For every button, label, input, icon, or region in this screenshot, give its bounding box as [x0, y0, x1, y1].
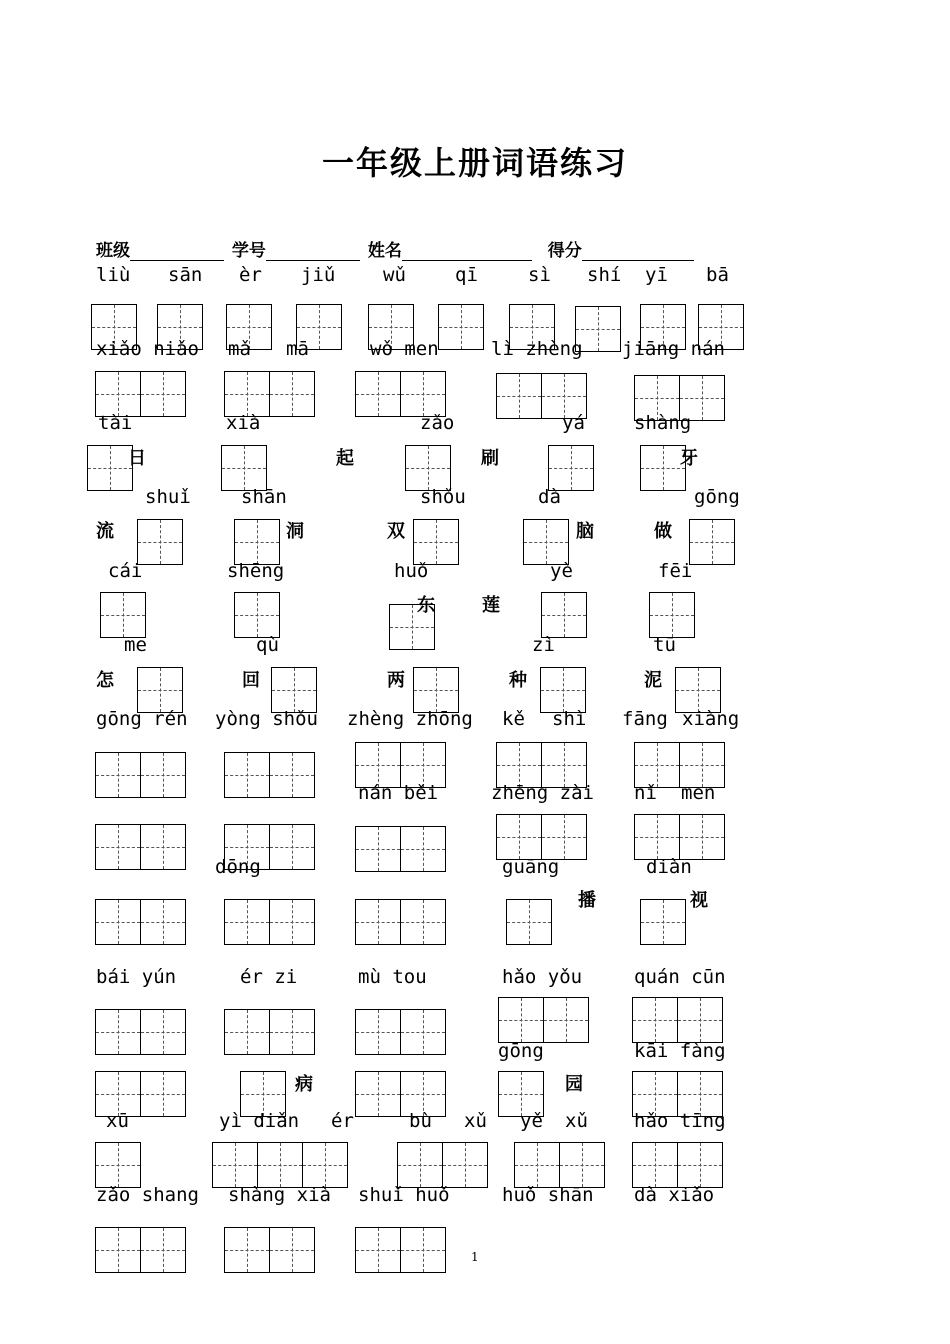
pinyin: shí — [587, 264, 622, 286]
writing-grid[interactable] — [95, 752, 186, 798]
pinyin: tū — [653, 634, 676, 656]
pinyin: yī — [645, 264, 668, 286]
pinyin: dà xiǎo — [634, 1184, 715, 1206]
pinyin: shēng — [227, 560, 285, 582]
pinyin: quán cūn — [634, 966, 726, 988]
pinyin: tài — [98, 412, 133, 434]
pinyin: hǎo tīng — [634, 1110, 726, 1132]
pinyin: sān — [168, 264, 203, 286]
writing-grid[interactable] — [355, 1009, 446, 1055]
pinyin: shàng xià — [228, 1184, 331, 1206]
writing-grid[interactable] — [95, 1142, 141, 1188]
writing-grid[interactable] — [95, 824, 186, 870]
pinyin: yè — [550, 560, 573, 582]
writing-grid[interactable] — [224, 899, 315, 945]
writing-grid[interactable] — [234, 519, 280, 565]
hanzi: 视 — [690, 890, 708, 911]
pinyin: zhèng zhōng — [347, 708, 473, 730]
pinyin: wǒ men — [370, 338, 439, 360]
pinyin: kě — [502, 708, 525, 730]
hanzi: 起 — [336, 448, 354, 469]
hanzi: 牙 — [680, 448, 698, 469]
number-field[interactable] — [266, 244, 360, 261]
hanzi: 泥 — [644, 670, 662, 691]
page-title: 一年级上册词语练习 — [321, 144, 628, 182]
writing-grid[interactable] — [397, 1142, 488, 1188]
writing-grid[interactable] — [506, 899, 552, 945]
pinyin: huǒ shān — [502, 1184, 594, 1206]
pinyin: mù tou — [358, 966, 427, 988]
pinyin: mǎ — [228, 338, 251, 360]
writing-grid[interactable] — [355, 371, 446, 417]
writing-grid[interactable] — [137, 519, 183, 565]
pinyin: dà — [538, 486, 561, 508]
pinyin: me — [124, 634, 147, 656]
class-field[interactable] — [130, 244, 224, 261]
pinyin: qù — [256, 634, 279, 656]
class-label: 班级 — [96, 241, 130, 261]
writing-grid[interactable] — [221, 445, 267, 491]
writing-grid[interactable] — [224, 371, 315, 417]
pinyin: xiàng — [682, 708, 740, 730]
writing-grid[interactable] — [212, 1142, 348, 1188]
writing-grid[interactable] — [355, 826, 446, 872]
score-label: 得分 — [547, 241, 582, 261]
pinyin: bái yún — [96, 966, 177, 988]
writing-grid[interactable] — [271, 667, 317, 713]
pinyin: nán běi — [358, 782, 439, 804]
writing-grid[interactable] — [523, 519, 569, 565]
pinyin: xǔ — [565, 1110, 588, 1132]
hanzi: 莲 — [482, 595, 500, 616]
pinyin: xià — [226, 412, 261, 434]
writing-grid[interactable] — [100, 592, 146, 638]
pinyin: shì — [552, 708, 587, 730]
writing-grid[interactable] — [95, 371, 186, 417]
pinyin: yì diǎn — [219, 1110, 300, 1132]
pinyin: shàng — [634, 412, 692, 434]
writing-grid[interactable] — [438, 304, 484, 350]
pinyin: shān — [241, 486, 287, 508]
hanzi: 东 — [417, 595, 435, 616]
pinyin: sì — [528, 264, 551, 286]
pinyin: gōng — [498, 1040, 544, 1062]
pinyin: kāi fàng — [634, 1040, 726, 1062]
pinyin: fāng — [622, 708, 668, 730]
number-label: 学号 — [231, 241, 266, 261]
writing-grid[interactable] — [95, 1009, 186, 1055]
hanzi: 脑 — [576, 521, 594, 542]
pinyin: yě — [520, 1110, 543, 1132]
writing-grid[interactable] — [224, 752, 315, 798]
writing-grid[interactable] — [548, 445, 594, 491]
pinyin: ér zi — [240, 966, 298, 988]
pinyin: xiǎo niǎo — [96, 338, 199, 360]
pinyin: xū — [106, 1110, 129, 1132]
pinyin: yòng shǒu — [215, 708, 318, 730]
writing-grid[interactable] — [95, 899, 186, 945]
pinyin: guāng — [502, 856, 560, 878]
pinyin: mā — [286, 338, 309, 360]
writing-grid[interactable] — [224, 1227, 315, 1273]
hanzi: 做 — [654, 521, 672, 542]
pinyin: bā — [706, 264, 729, 286]
hanzi: 流 — [96, 521, 114, 542]
name-field[interactable] — [402, 244, 532, 261]
hanzi: 园 — [565, 1074, 583, 1095]
writing-grid[interactable] — [640, 445, 686, 491]
hanzi: 两 — [387, 670, 405, 691]
writing-grid[interactable] — [355, 1071, 446, 1117]
page-number: 1 — [471, 1250, 479, 1264]
pinyin: qī — [455, 264, 478, 286]
writing-grid[interactable] — [689, 519, 735, 565]
pinyin: ér — [331, 1110, 354, 1132]
pinyin: zhēng zài — [491, 782, 594, 804]
writing-grid[interactable] — [675, 667, 721, 713]
pinyin: zǎo shang — [96, 1184, 199, 1206]
writing-grid[interactable] — [632, 1142, 723, 1188]
pinyin: liù — [96, 264, 131, 286]
writing-grid[interactable] — [389, 604, 435, 650]
hanzi: 怎 — [96, 670, 114, 691]
writing-grid[interactable] — [355, 899, 446, 945]
writing-grid[interactable] — [634, 814, 725, 860]
pinyin: diàn — [646, 856, 692, 878]
score-field[interactable] — [582, 244, 694, 261]
hanzi: 日 — [128, 448, 146, 469]
pinyin: nǐ — [634, 782, 657, 804]
hanzi: 种 — [509, 670, 527, 691]
pinyin: zì — [532, 634, 555, 656]
hanzi: 回 — [242, 670, 260, 691]
pinyin: huǒ — [394, 560, 429, 582]
writing-grid[interactable] — [405, 445, 451, 491]
writing-grid[interactable] — [95, 1227, 186, 1273]
pinyin: men — [681, 782, 716, 804]
pinyin: zǎo — [420, 412, 455, 434]
pinyin: cái — [108, 560, 143, 582]
hanzi: 病 — [295, 1074, 313, 1095]
writing-grid[interactable] — [224, 1009, 315, 1055]
writing-grid[interactable] — [514, 1142, 605, 1188]
pinyin: shuǐ huǒ — [358, 1184, 450, 1206]
writing-grid[interactable] — [541, 592, 587, 638]
pinyin: gōng rén — [96, 708, 188, 730]
pinyin: hǎo yǒu — [502, 966, 583, 988]
hanzi: 洞 — [286, 521, 304, 542]
writing-grid[interactable] — [234, 592, 280, 638]
pinyin: shuǐ — [145, 486, 191, 508]
hanzi: 双 — [387, 521, 405, 542]
hanzi: 刷 — [481, 448, 499, 469]
pinyin: gōng — [694, 486, 740, 508]
writing-grid[interactable] — [632, 997, 723, 1043]
pinyin: xǔ — [464, 1110, 487, 1132]
hanzi: 播 — [578, 890, 596, 911]
writing-grid[interactable] — [355, 1227, 446, 1273]
pinyin: yá — [562, 412, 585, 434]
writing-grid[interactable] — [649, 592, 695, 638]
pinyin: jiāng nán — [622, 338, 725, 360]
writing-grid[interactable] — [496, 814, 587, 860]
writing-grid[interactable] — [540, 667, 586, 713]
writing-grid[interactable] — [137, 667, 183, 713]
writing-grid[interactable] — [87, 445, 133, 491]
pinyin: dōng — [215, 856, 261, 878]
pinyin: fēi — [658, 560, 693, 582]
writing-grid[interactable] — [413, 667, 459, 713]
pinyin: bù — [409, 1110, 432, 1132]
writing-grid[interactable] — [640, 899, 686, 945]
pinyin: èr — [239, 264, 262, 286]
pinyin: lì zhèng — [491, 338, 583, 360]
pinyin: jiǔ — [301, 264, 336, 286]
student-info-line — [96, 236, 696, 261]
pinyin: shǒu — [420, 486, 466, 508]
writing-grid[interactable] — [498, 997, 589, 1043]
writing-grid[interactable] — [413, 519, 459, 565]
pinyin: wǔ — [383, 264, 406, 286]
name-label: 姓名 — [367, 241, 402, 261]
